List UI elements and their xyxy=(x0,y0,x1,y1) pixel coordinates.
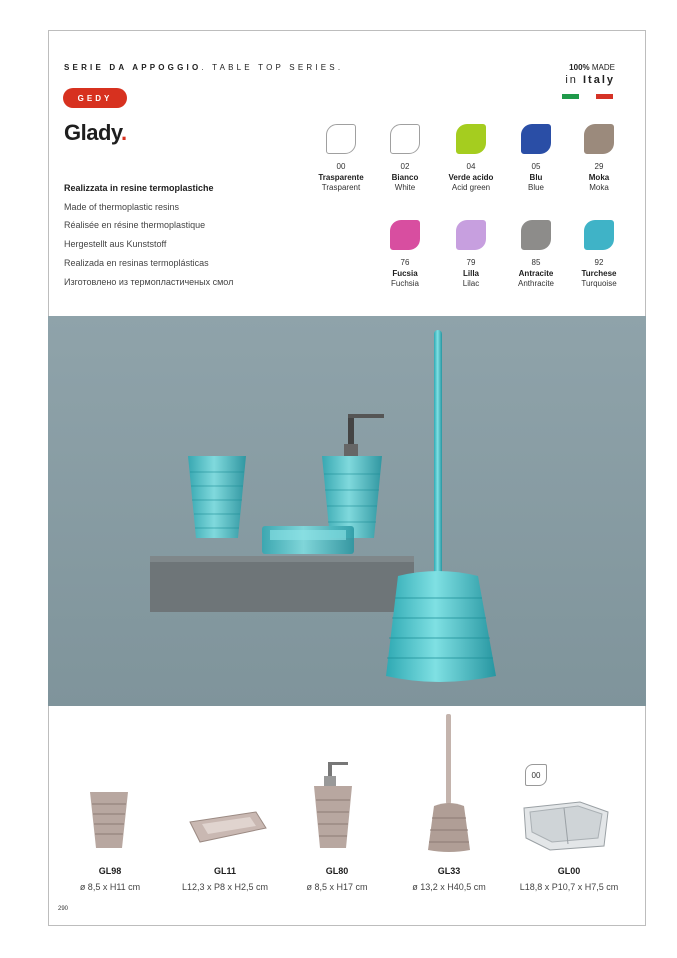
swatch-code: 29 xyxy=(594,162,604,171)
gray-plinth xyxy=(150,556,414,612)
swatch-29 xyxy=(560,124,638,194)
gl98-tumbler-image xyxy=(86,788,132,852)
hero-photo-illustration xyxy=(48,316,646,706)
product-code: GL98 xyxy=(98,866,122,876)
made-in: in xyxy=(565,74,578,86)
swatch-english: Moka xyxy=(589,183,609,192)
swatch-english: Acid green xyxy=(451,183,491,192)
series-italian: SERIE DA APPOGGIO xyxy=(64,63,202,72)
gl11-soap-dish-image xyxy=(186,808,270,846)
made-country: Italy xyxy=(582,74,615,86)
product-code: GL33 xyxy=(437,866,461,876)
swatch-code: 04 xyxy=(466,162,476,171)
swatch-code: 79 xyxy=(466,258,476,267)
page-number: 290 xyxy=(58,906,69,912)
description-es: Realizada en resinas termoplásticas xyxy=(64,257,209,268)
swatch-english: Lilac xyxy=(462,279,480,288)
gl00-color-tag xyxy=(525,764,547,786)
made-word: MADE xyxy=(591,63,615,72)
swatch-english: Fuchsia xyxy=(390,279,419,288)
swatch-code: 00 xyxy=(336,162,346,171)
product-dimensions: ø 8,5 x H17 cm xyxy=(306,882,368,892)
gl80-soap-dispenser-image xyxy=(310,760,356,852)
gl00-color-tag-label: 00 xyxy=(531,770,541,780)
swatch-chip xyxy=(584,220,614,250)
swatch-code: 76 xyxy=(400,258,410,267)
hero-photo xyxy=(48,316,646,706)
swatch-name: Blu xyxy=(529,172,543,182)
gl00-organizer-image xyxy=(520,798,612,854)
description-fr: Réalisée en résine thermoplastique xyxy=(64,220,206,231)
made-in-italy xyxy=(565,62,615,86)
made-percent: 100% xyxy=(569,63,590,72)
brand-label: GEDY xyxy=(77,93,113,103)
swatch-name: Lilla xyxy=(462,268,479,278)
swatch-name: Bianco xyxy=(391,172,419,182)
soap-dish-photo xyxy=(262,526,354,554)
product-gl80 xyxy=(282,866,392,892)
description-en: Made of thermoplastic resins xyxy=(64,201,180,212)
product-gl33 xyxy=(394,866,504,892)
product-gl00 xyxy=(514,866,624,892)
series-title xyxy=(64,63,343,72)
swatch-92 xyxy=(560,220,638,290)
brand-badge xyxy=(63,88,127,108)
gl33-toilet-brush-image xyxy=(424,712,474,854)
product-code: GL80 xyxy=(325,866,349,876)
product-dimensions: ø 8,5 x H11 cm xyxy=(79,882,141,892)
swatch-english: Anthracite xyxy=(517,279,555,288)
description-it: Realizzata in resine termoplastiche xyxy=(64,183,214,193)
swatch-english: White xyxy=(394,183,416,192)
swatch-chip xyxy=(521,124,551,154)
swatch-name: Fucsia xyxy=(392,268,418,278)
material-descriptions xyxy=(64,179,324,291)
swatch-english: Trasparent xyxy=(321,183,361,192)
swatch-chip xyxy=(521,220,551,250)
swatch-chip xyxy=(456,220,486,250)
product-dimensions: ø 13,2 x H40,5 cm xyxy=(412,882,486,892)
description-ru: Изготовлено из термопластиченых смол xyxy=(64,276,234,287)
product-dimensions: L18,8 x P10,7 x H7,5 cm xyxy=(519,882,619,892)
product-code: GL00 xyxy=(557,866,581,876)
swatch-code: 02 xyxy=(400,162,410,171)
swatch-chip xyxy=(456,124,486,154)
swatch-chip xyxy=(390,220,420,250)
swatch-name: Turchese xyxy=(581,268,617,278)
swatch-name: Antracite xyxy=(518,268,554,278)
flag-red-stripe xyxy=(596,94,613,99)
flag-green-stripe xyxy=(562,94,579,99)
swatch-code: 85 xyxy=(531,258,541,267)
swatch-english: Blue xyxy=(527,183,544,192)
swatch-chip xyxy=(584,124,614,154)
product-line-title xyxy=(64,120,127,146)
tumbler-photo xyxy=(188,456,246,538)
swatch-name: Moka xyxy=(588,172,610,182)
product-gl11 xyxy=(170,866,280,892)
swatch-code: 92 xyxy=(594,258,604,267)
series-separator: . xyxy=(201,63,213,72)
product-line-dot: . xyxy=(121,120,127,145)
product-line-name: Glady xyxy=(64,120,122,145)
description-de: Hergestellt aus Kunststoff xyxy=(64,239,167,250)
swatch-code: 05 xyxy=(531,162,541,171)
swatch-chip xyxy=(326,124,356,154)
series-english: TABLE TOP SERIES. xyxy=(212,63,344,72)
product-gl98 xyxy=(55,866,165,892)
swatch-name: Trasparente xyxy=(318,172,364,182)
swatch-chip xyxy=(390,124,420,154)
swatch-english: Turquoise xyxy=(581,279,617,288)
product-dimensions: L12,3 x P8 x H2,5 cm xyxy=(181,882,269,892)
swatch-name: Verde acido xyxy=(448,172,494,182)
product-code: GL11 xyxy=(213,866,236,876)
